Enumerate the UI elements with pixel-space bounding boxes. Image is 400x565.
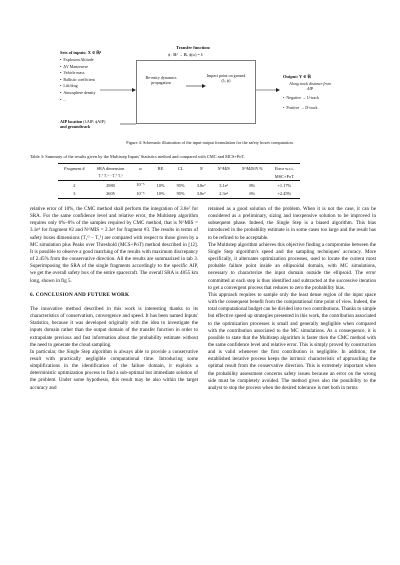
table-cell: 3.1e⁶ [219, 182, 229, 188]
section-heading: 6. CONCLUSION AND FUTURE WORK [30, 291, 130, 298]
table-cell: 10% [151, 190, 171, 199]
fig-box-reentry: Re-entry dynamics propagation [145, 75, 177, 85]
table-header-cell: N^MIS/N % [236, 164, 269, 173]
table-subheader-cell [191, 172, 212, 181]
fig-along-track: Along track distance from AIP [289, 81, 331, 91]
table-subheader-cell [171, 172, 191, 181]
table-subheader-cell: MSC+PoT [269, 172, 300, 181]
body-paragraph: relative error of 10%, the CMC method shall perform the integration of 3.8e⁷ for SRA. For the same confidence level and relative error, the Multistep algorithm requires only 6%–8% of the samples required by CMC method, that is N^MIS = 3.1e⁶ for fragment #2 and N^MIS = 2.3e⁶ for fragment #3. The results in terms of safety boxes dimensions (T₁⁰ − T₁¹) are compared with respect to those given by a MC simulation plus Peaks over Threshold (MCS+PoT) method described in [12]. It is possible to observe a good matching of the results with maximum discrepancy of 2.45% from the conservative direction. All the results are summarized in tab 3. Superimposing the SRA of the single fragments accordingly to the specific AIP, we get the overall safety box of the entire spacecraft. The overall SRA is 4855 km long, shown in fig 5. [30, 206, 198, 284]
table-header-cell: SRA dimension [91, 164, 131, 173]
fig-input-item: • Lift/drag [60, 83, 96, 90]
fig-aip-rest: (λAIP, ϕAIP) [82, 119, 106, 124]
table-header-cell: N [191, 164, 212, 173]
body-paragraph: In particular, the Single Step algorithm is always able to provide a conservative result with practically negligible computational time. Introducing some simplifications in the identification of the failure domain, it exploits a deterministic optimization process to find a sub-optimal but immediate solution of the problem. Under some hypothesis, this result may be also within the target accuracy and [30, 348, 198, 391]
table-header-cell: N^MIS [212, 164, 236, 173]
body-paragraph: This approach requires to sample only the least dense region of the input space with the consequent benefit from the computational time point of view. Indeed, the total computational budget can be divided into two contributions. Thanks to simple but effective speed up strategies presented in this work, the contribution associated to the optimization processes is small and generally negligible when compared with the contribution associated to the MC simulations. As a consequence, it is possible to state that the Multistep algorithm is faster then the CMC method with the same confidence level and relative error. This is simply proved by construction and is valid whenever the first contribution is negligible. In addition, the established iterative process keeps the intrinsic characteristic of approaching the optimal result from the conservative direction. This is extremely important when the probability assessment concerns safety issues because an error on the wrong side must be completely avoided. The method gives also the possibility to the analyst to stop the process when the desired tolerance is met both in terms [208, 291, 376, 391]
figure-4 [0, 0, 400, 150]
right-column [208, 206, 376, 392]
table-cell: 3.8e⁷ [196, 182, 206, 188]
table-subheader-cell: T₁⁰ T₁¹ − T₂⁰ T₂¹ [91, 172, 131, 181]
fig-outputs-title: Output: Y ∈ ℝ [283, 74, 311, 79]
body-paragraph: retained as a good solution of the problem. When it is not the case, it can be considered as a preliminary, sizing and inexpensive solution to be improved in subsequent phase. Indeed, the Single Step is a biased algorithm. This bias introduced in the probability estimate is in some cases too large and the result has to be refined to be acceptable. [208, 206, 376, 241]
fig-transfer-formula: ϕ : ℝᵈ → ℝ, ϕ(ω) = δ [168, 52, 203, 57]
fig-input-item: • ΔV Manoeuvre [60, 64, 96, 71]
table-subheader-cell [130, 172, 150, 181]
table-cell: +1.17% [277, 182, 292, 188]
fig-connectors [0, 0, 400, 150]
table-cell: 2980 [106, 182, 115, 188]
table-cell: +2.45% [269, 190, 300, 199]
table-cell: 2.3e⁶ [212, 190, 236, 199]
table-subheader-row [58, 172, 300, 181]
fig-inputs-title: Sets of inputs: X ∈ ℝᵈ [60, 50, 102, 55]
fig-output-positive: • Positive → D-track [283, 105, 318, 110]
table-subheader-cell [212, 172, 236, 181]
fig-input-item: • Atmosphere density [60, 90, 96, 97]
table-header-cell: CL [171, 164, 191, 173]
left-column [30, 206, 198, 392]
fig-output-negative: • Negative → U-track [283, 95, 319, 100]
fig-aip-line2: and groundtrack [60, 124, 91, 129]
table-cell: 6% [236, 190, 269, 199]
table-cell: 2605 [91, 190, 131, 199]
table-cell: 10% [156, 182, 165, 188]
table-cell: 10⁻⁵ [130, 190, 150, 199]
fig-input-item: • Explosion Altitude [60, 57, 96, 64]
fig-input-item: • Vehicle mass [60, 70, 96, 77]
fig-aip-bold: AIP location [60, 119, 83, 124]
table-caption: Table 3: Summary of the results given by the Multistep Inputs' Statistics method and compared with CMC and MCS+PoT. [30, 154, 245, 159]
table-cell: 2 [73, 182, 76, 188]
body-paragraph: The innovative method described in this work is interesting thanks to its characteristics of conservatism, convergence and speed. It has been named Inputs' Statistics, because it was developed originally with the idea to investigate the inputs domain rather than the output domain of the transfer function in order to extrapolate precious and fast information about the probability estimate without the need to generate the cloud sampling. [30, 305, 198, 348]
table-header-cell: Fragment # [58, 164, 91, 173]
table-cell: 95% [176, 182, 185, 188]
fig-input-item: • ... [60, 97, 96, 104]
table-header-cell: α [130, 164, 150, 173]
table-cell: 10⁻⁵ [136, 182, 145, 188]
fig-arrow-inputs-head [132, 88, 136, 92]
table-row [58, 190, 300, 199]
fig-transfer-title: Transfer function: [176, 45, 211, 50]
table-cell: 8% [249, 182, 256, 188]
table-subheader-cell [236, 172, 269, 181]
table-row [58, 181, 300, 190]
fig-box-impact: Impact point on ground (λ, ϕ) [206, 73, 246, 83]
table-cell: 95% [171, 190, 191, 199]
table-subheader-cell [151, 172, 171, 181]
table-cell: 3 [58, 190, 91, 199]
results-table [58, 163, 300, 199]
fig-input-item: • Ballistic coefficient [60, 77, 96, 84]
table-subheader-cell [58, 172, 91, 181]
table-header-row [58, 164, 300, 173]
fig-arrow-output-head [276, 88, 280, 92]
figure-caption: Figure 4: Schematic illustration of the input-output formulation for the safety boxes computation. [126, 140, 294, 145]
table-cell: 3.8e⁷ [191, 190, 212, 199]
table-header-cell: Error w.r.t. [269, 164, 300, 173]
body-paragraph: The Multistep algorithm achieves this objective finding a compromise between the Single Step algorithm's speed and the sampling techniques' accuracy. More specifically, it alternates optimization processes, used to locate the current most probable failure point inside an ellipsoidal domain, with MC simulations, necessary to characterize the input domain outside the ellipsoid. The error committed at each step is thus identified and subtracted at the successive iteration to get a convergent process that reduces to zero the probability bias. [208, 241, 376, 291]
table-header-cell: RE [151, 164, 171, 173]
